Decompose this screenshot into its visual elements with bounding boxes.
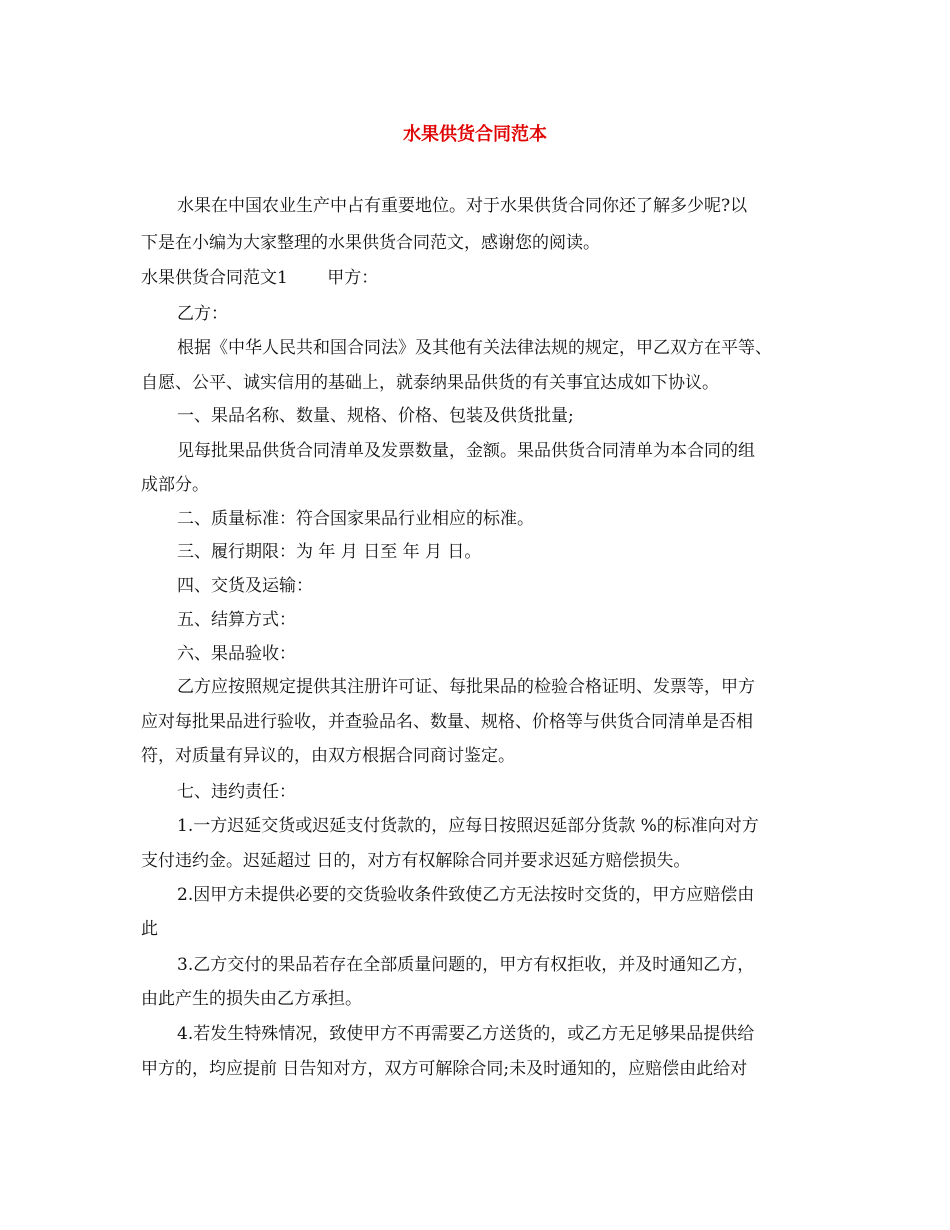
paragraph-line: 由此产生的损失由乙方承担。 — [141, 989, 362, 1009]
paragraph-line: 乙方： — [177, 304, 228, 324]
paragraph-line: 应对每批果品进行验收，并查验品名、数量、规格、价格等与供货合同清单是否相 — [141, 712, 753, 732]
paragraph-line: 水果供货合同范文1 甲方： — [141, 268, 379, 288]
paragraph-line: 3.乙方交付的果品若存在全部质量问题的，甲方有权拒收，并及时通知乙方， — [177, 955, 755, 975]
paragraph-line: 符，对质量有异议的，由双方根据合同商讨鉴定。 — [141, 746, 515, 766]
paragraph-line: 六、果品验收： — [177, 644, 296, 664]
paragraph-line: 下是在小编为大家整理的水果供货合同范文，感谢您的阅读。 — [141, 233, 600, 253]
paragraph-line: 三、履行期限：为 年 月 日至 年 月 日。 — [177, 542, 482, 562]
paragraph-line: 二、质量标准：符合国家果品行业相应的标准。 — [177, 509, 534, 529]
paragraph-line: 甲方的，均应提前 日告知对方，双方可解除合同;未及时通知的，应赔偿由此给对 — [141, 1059, 748, 1079]
paragraph-line: 七、违约责任： — [177, 782, 296, 802]
paragraph-line: 四、交货及运输： — [177, 576, 313, 596]
paragraph-line: 水果在中国农业生产中占有重要地位。对于水果供货合同你还了解多少呢?以 — [177, 196, 748, 216]
paragraph-line: 自愿、公平、诚实信用的基础上，就泰纳果品供货的有关事宜达成如下协议。 — [141, 373, 719, 393]
paragraph-line: 五、结算方式： — [177, 610, 296, 630]
paragraph-line: 支付违约金。迟延超过 日的，对方有权解除合同并要求迟延方赔偿损失。 — [141, 851, 691, 871]
paragraph-line: 4.若发生特殊情况，致使甲方不再需要乙方送货的，或乙方无足够果品提供给 — [177, 1024, 755, 1044]
paragraph-line: 1.一方迟延交货或迟延支付货款的，应每日按照迟延部分货款 %的标准向对方 — [177, 816, 759, 836]
paragraph-line: 乙方应按照规定提供其注册许可证、每批果品的检验合格证明、发票等，甲方 — [177, 677, 755, 697]
paragraph-line: 根据《中华人民共和国合同法》及其他有关法律法规的规定，甲乙双方在平等、 — [177, 338, 772, 358]
paragraph-line: 见每批果品供货合同清单及发票数量，金额。果品供货合同清单为本合同的组 — [177, 441, 755, 461]
paragraph-line: 一、果品名称、数量、规格、价格、包装及供货批量; — [177, 406, 574, 426]
paragraph-line: 成部分。 — [141, 475, 209, 495]
paragraph-line: 此 — [141, 919, 158, 939]
paragraph-line: 2.因甲方未提供必要的交货验收条件致使乙方无法按时交货的，甲方应赔偿由 — [177, 885, 755, 905]
document-title: 水果供货合同范本 — [403, 124, 547, 145]
